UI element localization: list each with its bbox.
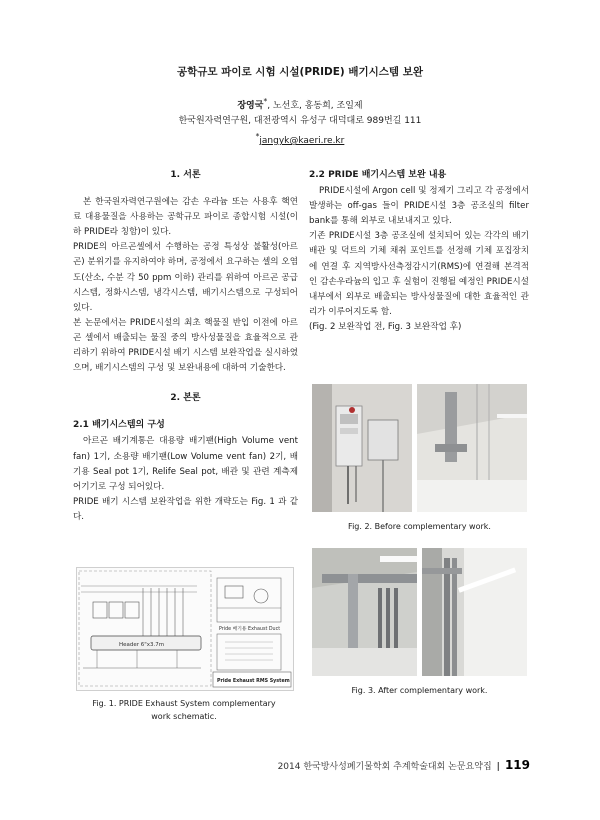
figure-3-photo-right bbox=[422, 548, 527, 676]
photo-before-panel bbox=[312, 384, 412, 512]
intro-paragraph-1: 본 한국원자력연구원에는 감손 우라늄 또는 사용후 핵연료 대용물질을 사용하는 공학규모 파이로 종합시험 시설(이하 PRIDE라 칭함)이 있다. bbox=[73, 197, 298, 238]
subsection-2-1-paragraph-2: PRIDE 배기 시스템 보완작업을 위한 개략도는 Fig. 1 과 같다. bbox=[73, 496, 298, 522]
subsection-heading-2-1: 2.1 배기시스템의 구성 bbox=[73, 420, 165, 431]
figure-2-photo-left bbox=[312, 384, 412, 512]
schematic-drawing bbox=[77, 568, 293, 690]
figure-1-caption bbox=[76, 697, 292, 723]
section-heading-intro: 1. 서론 bbox=[170, 170, 201, 180]
author-mark: * bbox=[263, 97, 268, 106]
email-line bbox=[0, 129, 600, 149]
figure-1-caption-line-1: Fig. 1. PRIDE Exhaust System complementary bbox=[92, 699, 276, 708]
subsection-2-1-paragraph-1: 아르곤 배기계통은 대용량 배기팬(High Volume vent fan) 1기, 소용량 배기팬(Low Volume vent fan) 2기, 배기용 Seal pot 1기, Relife Seal pot, 배관 및 관련 계측제어기기로 구성 되어있다. bbox=[73, 436, 298, 492]
section-heading-body: 2. 본론 bbox=[170, 393, 201, 404]
subsection-heading-2-2: 2.2 PRIDE 배기시스템 보완 내용 bbox=[309, 170, 447, 180]
intro-paragraph-2: PRIDE의 아르곤셀에서 수행하는 공정 특성상 불활성(아르곤) 분위기를 유지하여야 하며, 공정에서 요구하는 셀의 오염도(산소, 수분 각 50 ppm 이하) 관리를 위하여 아르곤 공급 시스템, 정화시스템, 냉각시스템, 배기시스템으로 구성되어 있다. bbox=[73, 242, 298, 313]
author-block bbox=[0, 94, 600, 149]
subsection-2-2-paragraph-3: (Fig. 2 보완작업 전, Fig. 3 보완작업 후) bbox=[309, 321, 462, 332]
photo-before-duct bbox=[417, 384, 527, 512]
figure-3-photo-left bbox=[312, 548, 417, 676]
subsection-2-2-paragraph-2: 기존 PRIDE시설 3층 공조실에 설치되어 있는 각각의 배기 배관 및 덕트의 기체 채취 포인트를 선정해 기체 포집장치에 연결 후 지역방사선측정감시기(RMS)에 연결해 본격적인 감손우라늄의 입고 후 실험이 진행될 예정인 PRIDE시설 내부에서 외부로 배출되는 방사성물질에 대한 효율적인 관리가 이루어지도록 함. bbox=[309, 231, 529, 317]
figure-3-caption: Fig. 3. After complementary work. bbox=[351, 686, 488, 695]
schematic-header-label: Header 6"x3.7m bbox=[119, 642, 165, 648]
page-footer bbox=[278, 758, 530, 772]
schematic-system-label: Pride Exhaust RMS System bbox=[217, 679, 290, 684]
schematic-panel-label: Pride 배기용 Exhaust Duct bbox=[219, 627, 281, 632]
main-author: 장영국 bbox=[237, 101, 264, 111]
co-authors: , 노선호, 홍동희, 조일제 bbox=[267, 101, 363, 111]
affiliation: 한국원자력연구원, 대전광역시 유성구 대덕대로 989번길 111 bbox=[178, 116, 422, 126]
figure-1-schematic bbox=[76, 567, 294, 691]
author-email: jangyk@kaeri.re.kr bbox=[259, 136, 345, 146]
photo-after-ceiling bbox=[422, 548, 527, 676]
paper-title: 공학규모 파이로 시험 시설(PRIDE) 배기시스템 보완 bbox=[176, 66, 424, 78]
conference-name: 2014 한국방사성폐기물학회 추계학술대회 논문요약집 bbox=[277, 762, 492, 772]
author-line bbox=[0, 94, 600, 114]
photo-after-duct bbox=[312, 548, 417, 676]
figure-2-caption: Fig. 2. Before complementary work. bbox=[348, 522, 491, 531]
email-mark: * bbox=[255, 132, 260, 141]
intro-paragraph-3: 본 논문에서는 PRIDE시설의 최초 핵물질 반입 이전에 아르곤 셀에서 배출되는 물질 중의 방사성물질을 효율적으로 관리하기 위하여 PRIDE시설 배기 시스템 보완작업을 실시하였으며, 배기시스템의 구성 및 보완내용에 대하여 기술한다. bbox=[73, 317, 298, 374]
footer-separator: | bbox=[496, 762, 500, 772]
subsection-2-2-paragraph-1: PRIDE시설에 Argon cell 및 정제기 그리고 각 공정에서 발생하는 off-gas 들이 PRIDE시설 3층 공조실의 filter bank를 통해 외부로 내보내지고 있다. bbox=[309, 186, 529, 227]
page-number: 119 bbox=[504, 758, 530, 772]
figure-2-photo-right bbox=[417, 384, 527, 512]
figure-1-caption-line-2: work schematic. bbox=[151, 712, 217, 721]
left-column bbox=[73, 168, 298, 525]
right-column bbox=[309, 168, 529, 335]
